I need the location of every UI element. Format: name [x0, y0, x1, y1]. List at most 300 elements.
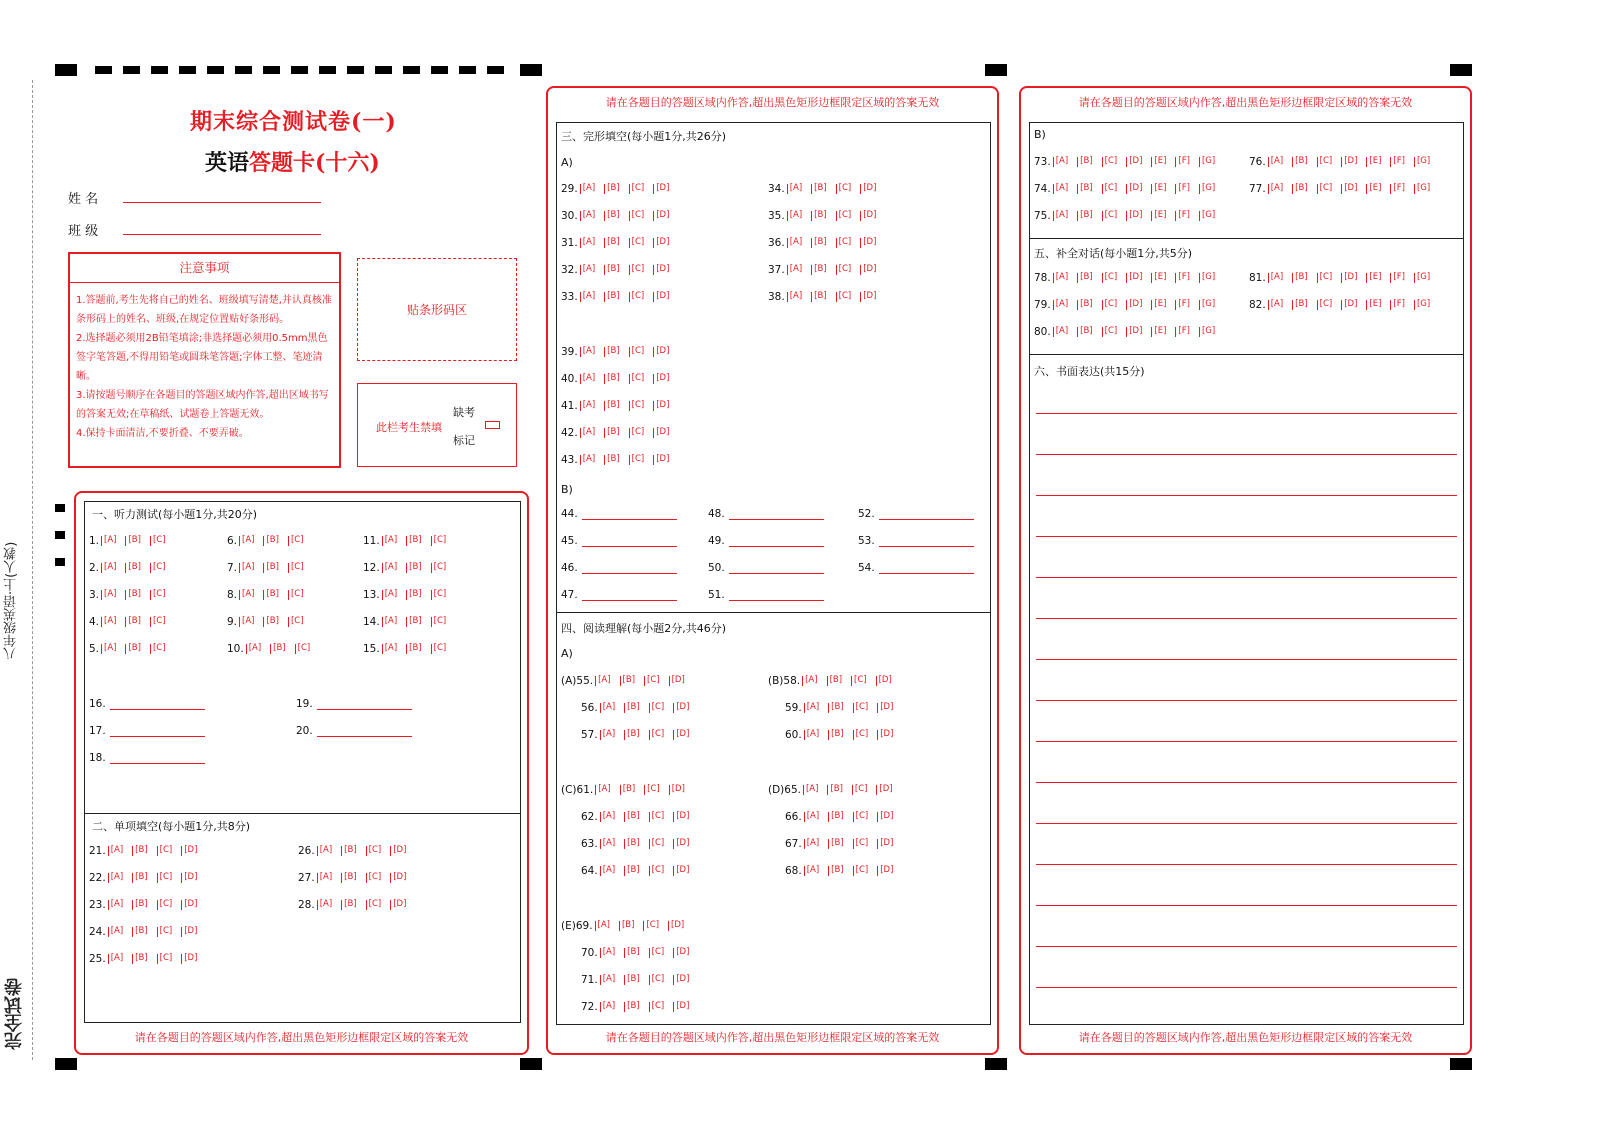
- option-bubble[interactable]: [G]: [1414, 184, 1430, 194]
- answer-line[interactable]: [879, 508, 974, 520]
- option-bubble[interactable]: [C]: [431, 563, 447, 573]
- option-bubble[interactable]: [C]: [629, 428, 645, 438]
- option-bubble[interactable]: [C]: [431, 536, 447, 546]
- option-bubble[interactable]: [C]: [836, 211, 852, 221]
- option-bubble[interactable]: [B]: [604, 292, 619, 302]
- option-bubble[interactable]: [B]: [1292, 157, 1307, 167]
- option-bubble[interactable]: [B]: [125, 590, 140, 600]
- option-bubble[interactable]: [B]: [624, 948, 639, 958]
- option-bubble[interactable]: [C]: [1102, 211, 1118, 221]
- option-bubble[interactable]: [A]: [382, 644, 397, 654]
- option-bubble[interactable]: [F]: [1175, 211, 1190, 221]
- option-bubble[interactable]: [D]: [181, 927, 197, 937]
- option-bubble[interactable]: [B]: [811, 238, 826, 248]
- option-bubble[interactable]: [F]: [1390, 300, 1405, 310]
- option-bubble[interactable]: [B]: [132, 900, 147, 910]
- option-bubble[interactable]: [D]: [1126, 157, 1142, 167]
- option-bubble[interactable]: [A]: [382, 590, 397, 600]
- option-bubble[interactable]: [A]: [317, 873, 332, 883]
- answer-line[interactable]: [729, 508, 824, 520]
- writing-line[interactable]: [1036, 741, 1457, 742]
- option-bubble[interactable]: [G]: [1199, 300, 1215, 310]
- option-bubble[interactable]: [C]: [853, 866, 869, 876]
- option-bubble[interactable]: [E]: [1366, 184, 1381, 194]
- option-bubble[interactable]: [C]: [852, 785, 868, 795]
- option-bubble[interactable]: [D]: [653, 211, 669, 221]
- option-bubble[interactable]: [A]: [804, 730, 819, 740]
- option-bubble[interactable]: [C]: [1317, 300, 1333, 310]
- option-bubble[interactable]: [C]: [150, 644, 166, 654]
- option-bubble[interactable]: [D]: [653, 374, 669, 384]
- option-bubble[interactable]: [A]: [580, 238, 595, 248]
- option-bubble[interactable]: [A]: [1268, 300, 1283, 310]
- option-bubble[interactable]: [G]: [1199, 157, 1215, 167]
- option-bubble[interactable]: [B]: [132, 927, 147, 937]
- option-bubble[interactable]: [A]: [600, 839, 615, 849]
- option-bubble[interactable]: [A]: [600, 866, 615, 876]
- option-bubble[interactable]: [D]: [181, 900, 197, 910]
- option-bubble[interactable]: [C]: [366, 900, 382, 910]
- option-bubble[interactable]: [A]: [382, 536, 397, 546]
- option-bubble[interactable]: [C]: [288, 536, 304, 546]
- option-bubble[interactable]: [C]: [836, 238, 852, 248]
- option-bubble[interactable]: [B]: [620, 676, 635, 686]
- option-bubble[interactable]: [D]: [390, 873, 406, 883]
- answer-line[interactable]: [879, 562, 974, 574]
- option-bubble[interactable]: [B]: [624, 703, 639, 713]
- option-bubble[interactable]: [C]: [1102, 327, 1118, 337]
- option-bubble[interactable]: [B]: [604, 401, 619, 411]
- option-bubble[interactable]: [A]: [580, 211, 595, 221]
- option-bubble[interactable]: [A]: [803, 785, 818, 795]
- option-bubble[interactable]: [A]: [239, 617, 254, 627]
- answer-line[interactable]: [582, 508, 677, 520]
- answer-line[interactable]: [110, 725, 205, 737]
- option-bubble[interactable]: [D]: [860, 211, 876, 221]
- option-bubble[interactable]: [A]: [600, 703, 615, 713]
- option-bubble[interactable]: [A]: [1268, 184, 1283, 194]
- option-bubble[interactable]: [D]: [877, 866, 893, 876]
- option-bubble[interactable]: [E]: [1151, 184, 1166, 194]
- writing-line[interactable]: [1036, 413, 1457, 414]
- writing-line[interactable]: [1036, 454, 1457, 455]
- option-bubble[interactable]: [D]: [653, 238, 669, 248]
- option-bubble[interactable]: [B]: [620, 785, 635, 795]
- option-bubble[interactable]: [B]: [811, 265, 826, 275]
- option-bubble[interactable]: [A]: [1053, 300, 1068, 310]
- option-bubble[interactable]: [A]: [108, 927, 123, 937]
- option-bubble[interactable]: [B]: [604, 211, 619, 221]
- option-bubble[interactable]: [C]: [853, 703, 869, 713]
- option-bubble[interactable]: [C]: [150, 536, 166, 546]
- class-field[interactable]: [123, 234, 321, 235]
- option-bubble[interactable]: [D]: [673, 948, 689, 958]
- option-bubble[interactable]: [A]: [101, 644, 116, 654]
- option-bubble[interactable]: [B]: [1077, 157, 1092, 167]
- answer-line[interactable]: [729, 562, 824, 574]
- option-bubble[interactable]: [C]: [851, 676, 867, 686]
- option-bubble[interactable]: [C]: [157, 927, 173, 937]
- option-bubble[interactable]: [G]: [1199, 211, 1215, 221]
- option-bubble[interactable]: [A]: [317, 846, 332, 856]
- option-bubble[interactable]: [A]: [1053, 184, 1068, 194]
- option-bubble[interactable]: [B]: [604, 184, 619, 194]
- answer-line[interactable]: [729, 535, 824, 547]
- option-bubble[interactable]: [A]: [1268, 273, 1283, 283]
- option-bubble[interactable]: [B]: [406, 617, 421, 627]
- option-bubble[interactable]: [C]: [1102, 300, 1118, 310]
- option-bubble[interactable]: [D]: [876, 785, 892, 795]
- option-bubble[interactable]: [A]: [382, 617, 397, 627]
- writing-line[interactable]: [1036, 823, 1457, 824]
- option-bubble[interactable]: [B]: [811, 211, 826, 221]
- option-bubble[interactable]: [D]: [668, 921, 684, 931]
- option-bubble[interactable]: [B]: [1292, 300, 1307, 310]
- option-bubble[interactable]: [A]: [101, 536, 116, 546]
- name-field[interactable]: [123, 202, 321, 203]
- option-bubble[interactable]: [A]: [580, 455, 595, 465]
- writing-line[interactable]: [1036, 618, 1457, 619]
- answer-line[interactable]: [317, 698, 412, 710]
- option-bubble[interactable]: [B]: [132, 873, 147, 883]
- option-bubble[interactable]: [D]: [181, 846, 197, 856]
- writing-line[interactable]: [1036, 987, 1457, 988]
- option-bubble[interactable]: [D]: [673, 1002, 689, 1012]
- option-bubble[interactable]: [B]: [624, 730, 639, 740]
- option-bubble[interactable]: [A]: [804, 812, 819, 822]
- option-bubble[interactable]: [A]: [101, 563, 116, 573]
- option-bubble[interactable]: [D]: [390, 900, 406, 910]
- option-bubble[interactable]: [D]: [673, 866, 689, 876]
- option-bubble[interactable]: [C]: [157, 900, 173, 910]
- option-bubble[interactable]: [C]: [629, 184, 645, 194]
- option-bubble[interactable]: [C]: [157, 954, 173, 964]
- option-bubble[interactable]: [D]: [860, 184, 876, 194]
- option-bubble[interactable]: [C]: [853, 812, 869, 822]
- option-bubble[interactable]: [D]: [653, 292, 669, 302]
- option-bubble[interactable]: [B]: [341, 900, 356, 910]
- option-bubble[interactable]: [C]: [366, 846, 382, 856]
- option-bubble[interactable]: [C]: [629, 374, 645, 384]
- writing-line[interactable]: [1036, 946, 1457, 947]
- option-bubble[interactable]: [A]: [108, 873, 123, 883]
- option-bubble[interactable]: [C]: [295, 644, 311, 654]
- option-bubble[interactable]: [F]: [1390, 184, 1405, 194]
- answer-line[interactable]: [582, 535, 677, 547]
- option-bubble[interactable]: [C]: [629, 292, 645, 302]
- option-bubble[interactable]: [A]: [239, 563, 254, 573]
- option-bubble[interactable]: [D]: [877, 730, 893, 740]
- option-bubble[interactable]: [A]: [382, 563, 397, 573]
- option-bubble[interactable]: [C]: [288, 617, 304, 627]
- option-bubble[interactable]: [D]: [1341, 157, 1357, 167]
- option-bubble[interactable]: [C]: [649, 948, 665, 958]
- option-bubble[interactable]: [C]: [150, 617, 166, 627]
- option-bubble[interactable]: [D]: [181, 954, 197, 964]
- option-bubble[interactable]: [C]: [288, 563, 304, 573]
- option-bubble[interactable]: [D]: [673, 839, 689, 849]
- option-bubble[interactable]: [D]: [673, 730, 689, 740]
- option-bubble[interactable]: [D]: [1126, 211, 1142, 221]
- option-bubble[interactable]: [B]: [263, 536, 278, 546]
- option-bubble[interactable]: [C]: [1102, 273, 1118, 283]
- option-bubble[interactable]: [C]: [157, 873, 173, 883]
- option-bubble[interactable]: [B]: [132, 954, 147, 964]
- option-bubble[interactable]: [B]: [604, 374, 619, 384]
- option-bubble[interactable]: [E]: [1151, 273, 1166, 283]
- option-bubble[interactable]: [A]: [595, 785, 610, 795]
- option-bubble[interactable]: [C]: [431, 617, 447, 627]
- option-bubble[interactable]: [D]: [1126, 300, 1142, 310]
- option-bubble[interactable]: [A]: [802, 676, 817, 686]
- option-bubble[interactable]: [A]: [580, 401, 595, 411]
- option-bubble[interactable]: [C]: [836, 292, 852, 302]
- option-bubble[interactable]: [C]: [431, 590, 447, 600]
- option-bubble[interactable]: [B]: [604, 265, 619, 275]
- option-bubble[interactable]: [D]: [1341, 273, 1357, 283]
- option-bubble[interactable]: [B]: [341, 873, 356, 883]
- answer-line[interactable]: [110, 698, 205, 710]
- writing-line[interactable]: [1036, 700, 1457, 701]
- option-bubble[interactable]: [F]: [1175, 300, 1190, 310]
- answer-line[interactable]: [879, 535, 974, 547]
- option-bubble[interactable]: [G]: [1199, 327, 1215, 337]
- option-bubble[interactable]: [B]: [828, 730, 843, 740]
- option-bubble[interactable]: [B]: [624, 812, 639, 822]
- option-bubble[interactable]: [C]: [649, 975, 665, 985]
- option-bubble[interactable]: [A]: [580, 184, 595, 194]
- option-bubble[interactable]: [B]: [827, 785, 842, 795]
- option-bubble[interactable]: [B]: [604, 455, 619, 465]
- option-bubble[interactable]: [D]: [877, 839, 893, 849]
- writing-line[interactable]: [1036, 864, 1457, 865]
- option-bubble[interactable]: [C]: [629, 455, 645, 465]
- option-bubble[interactable]: [C]: [629, 238, 645, 248]
- option-bubble[interactable]: [D]: [1341, 300, 1357, 310]
- option-bubble[interactable]: [B]: [341, 846, 356, 856]
- option-bubble[interactable]: [D]: [653, 184, 669, 194]
- option-bubble[interactable]: [A]: [787, 238, 802, 248]
- option-bubble[interactable]: [F]: [1175, 157, 1190, 167]
- option-bubble[interactable]: [D]: [860, 238, 876, 248]
- writing-line[interactable]: [1036, 495, 1457, 496]
- option-bubble[interactable]: [B]: [828, 866, 843, 876]
- option-bubble[interactable]: [F]: [1175, 273, 1190, 283]
- option-bubble[interactable]: [C]: [853, 730, 869, 740]
- option-bubble[interactable]: [B]: [125, 644, 140, 654]
- option-bubble[interactable]: [G]: [1414, 273, 1430, 283]
- option-bubble[interactable]: [D]: [653, 428, 669, 438]
- option-bubble[interactable]: [A]: [317, 900, 332, 910]
- option-bubble[interactable]: [B]: [619, 921, 634, 931]
- option-bubble[interactable]: [B]: [270, 644, 285, 654]
- option-bubble[interactable]: [A]: [787, 211, 802, 221]
- option-bubble[interactable]: [C]: [288, 590, 304, 600]
- option-bubble[interactable]: [D]: [877, 812, 893, 822]
- option-bubble[interactable]: [B]: [125, 563, 140, 573]
- option-bubble[interactable]: [A]: [600, 948, 615, 958]
- option-bubble[interactable]: [F]: [1175, 184, 1190, 194]
- writing-line[interactable]: [1036, 905, 1457, 906]
- writing-line[interactable]: [1036, 577, 1457, 578]
- writing-line[interactable]: [1036, 782, 1457, 783]
- option-bubble[interactable]: [F]: [1390, 157, 1405, 167]
- option-bubble[interactable]: [B]: [406, 590, 421, 600]
- option-bubble[interactable]: [A]: [600, 975, 615, 985]
- option-bubble[interactable]: [A]: [787, 265, 802, 275]
- option-bubble[interactable]: [E]: [1151, 327, 1166, 337]
- option-bubble[interactable]: [A]: [239, 590, 254, 600]
- option-bubble[interactable]: [D]: [390, 846, 406, 856]
- writing-line[interactable]: [1036, 536, 1457, 537]
- option-bubble[interactable]: [F]: [1390, 273, 1405, 283]
- absent-checkbox[interactable]: [485, 421, 500, 429]
- option-bubble[interactable]: [A]: [246, 644, 261, 654]
- option-bubble[interactable]: [B]: [1292, 273, 1307, 283]
- writing-line[interactable]: [1036, 659, 1457, 660]
- option-bubble[interactable]: [A]: [804, 866, 819, 876]
- option-bubble[interactable]: [B]: [1077, 327, 1092, 337]
- option-bubble[interactable]: [C]: [150, 563, 166, 573]
- option-bubble[interactable]: [B]: [604, 347, 619, 357]
- option-bubble[interactable]: [C]: [649, 812, 665, 822]
- option-bubble[interactable]: [C]: [836, 184, 852, 194]
- option-bubble[interactable]: [C]: [366, 873, 382, 883]
- option-bubble[interactable]: [D]: [876, 676, 892, 686]
- option-bubble[interactable]: [A]: [600, 812, 615, 822]
- option-bubble[interactable]: [B]: [132, 846, 147, 856]
- option-bubble[interactable]: [B]: [1077, 300, 1092, 310]
- answer-line[interactable]: [317, 725, 412, 737]
- option-bubble[interactable]: [B]: [624, 975, 639, 985]
- option-bubble[interactable]: [A]: [1053, 273, 1068, 283]
- option-bubble[interactable]: [E]: [1151, 300, 1166, 310]
- option-bubble[interactable]: [B]: [828, 812, 843, 822]
- option-bubble[interactable]: [B]: [624, 866, 639, 876]
- option-bubble[interactable]: [A]: [580, 292, 595, 302]
- option-bubble[interactable]: [B]: [811, 184, 826, 194]
- option-bubble[interactable]: [D]: [860, 292, 876, 302]
- option-bubble[interactable]: [A]: [108, 846, 123, 856]
- option-bubble[interactable]: [D]: [653, 347, 669, 357]
- option-bubble[interactable]: [C]: [157, 846, 173, 856]
- option-bubble[interactable]: [C]: [629, 265, 645, 275]
- option-bubble[interactable]: [E]: [1366, 157, 1381, 167]
- option-bubble[interactable]: [E]: [1366, 273, 1381, 283]
- option-bubble[interactable]: [A]: [804, 839, 819, 849]
- option-bubble[interactable]: [B]: [811, 292, 826, 302]
- option-bubble[interactable]: [C]: [1102, 157, 1118, 167]
- option-bubble[interactable]: [B]: [604, 428, 619, 438]
- option-bubble[interactable]: [B]: [125, 617, 140, 627]
- option-bubble[interactable]: [A]: [580, 374, 595, 384]
- option-bubble[interactable]: [G]: [1199, 273, 1215, 283]
- option-bubble[interactable]: [C]: [1317, 157, 1333, 167]
- option-bubble[interactable]: [A]: [108, 900, 123, 910]
- option-bubble[interactable]: [B]: [1077, 184, 1092, 194]
- option-bubble[interactable]: [C]: [649, 839, 665, 849]
- option-bubble[interactable]: [B]: [827, 676, 842, 686]
- option-bubble[interactable]: [D]: [1126, 273, 1142, 283]
- option-bubble[interactable]: [C]: [649, 703, 665, 713]
- option-bubble[interactable]: [D]: [1341, 184, 1357, 194]
- option-bubble[interactable]: [C]: [629, 401, 645, 411]
- option-bubble[interactable]: [B]: [125, 536, 140, 546]
- option-bubble[interactable]: [C]: [1317, 184, 1333, 194]
- option-bubble[interactable]: [B]: [1077, 211, 1092, 221]
- option-bubble[interactable]: [C]: [431, 644, 447, 654]
- option-bubble[interactable]: [C]: [629, 211, 645, 221]
- option-bubble[interactable]: [G]: [1414, 300, 1430, 310]
- option-bubble[interactable]: [A]: [600, 1002, 615, 1012]
- option-bubble[interactable]: [C]: [1102, 184, 1118, 194]
- option-bubble[interactable]: [C]: [1317, 273, 1333, 283]
- option-bubble[interactable]: [A]: [1268, 157, 1283, 167]
- option-bubble[interactable]: [D]: [669, 785, 685, 795]
- option-bubble[interactable]: [A]: [787, 184, 802, 194]
- option-bubble[interactable]: [G]: [1199, 184, 1215, 194]
- option-bubble[interactable]: [A]: [595, 921, 610, 931]
- option-bubble[interactable]: [A]: [787, 292, 802, 302]
- answer-line[interactable]: [729, 589, 824, 601]
- option-bubble[interactable]: [D]: [653, 401, 669, 411]
- option-bubble[interactable]: [E]: [1151, 157, 1166, 167]
- option-bubble[interactable]: [C]: [643, 921, 659, 931]
- option-bubble[interactable]: [B]: [406, 536, 421, 546]
- option-bubble[interactable]: [D]: [860, 265, 876, 275]
- option-bubble[interactable]: [B]: [828, 839, 843, 849]
- option-bubble[interactable]: [C]: [649, 730, 665, 740]
- option-bubble[interactable]: [A]: [101, 590, 116, 600]
- option-bubble[interactable]: [B]: [1077, 273, 1092, 283]
- option-bubble[interactable]: [B]: [263, 563, 278, 573]
- option-bubble[interactable]: [A]: [595, 676, 610, 686]
- option-bubble[interactable]: [D]: [877, 703, 893, 713]
- option-bubble[interactable]: [A]: [101, 617, 116, 627]
- option-bubble[interactable]: [A]: [1053, 327, 1068, 337]
- option-bubble[interactable]: [D]: [669, 676, 685, 686]
- answer-line[interactable]: [582, 589, 677, 601]
- option-bubble[interactable]: [D]: [653, 265, 669, 275]
- option-bubble[interactable]: [G]: [1414, 157, 1430, 167]
- option-bubble[interactable]: [A]: [580, 265, 595, 275]
- option-bubble[interactable]: [A]: [239, 536, 254, 546]
- option-bubble[interactable]: [C]: [150, 590, 166, 600]
- option-bubble[interactable]: [D]: [181, 873, 197, 883]
- option-bubble[interactable]: [F]: [1175, 327, 1190, 337]
- option-bubble[interactable]: [B]: [406, 644, 421, 654]
- option-bubble[interactable]: [C]: [649, 1002, 665, 1012]
- option-bubble[interactable]: [D]: [673, 812, 689, 822]
- option-bubble[interactable]: [B]: [604, 238, 619, 248]
- option-bubble[interactable]: [A]: [580, 428, 595, 438]
- option-bubble[interactable]: [A]: [1053, 157, 1068, 167]
- option-bubble[interactable]: [B]: [1292, 184, 1307, 194]
- option-bubble[interactable]: [A]: [108, 954, 123, 964]
- option-bubble[interactable]: [A]: [600, 730, 615, 740]
- option-bubble[interactable]: [C]: [644, 676, 660, 686]
- option-bubble[interactable]: [B]: [263, 590, 278, 600]
- option-bubble[interactable]: [C]: [836, 265, 852, 275]
- option-bubble[interactable]: [A]: [1053, 211, 1068, 221]
- option-bubble[interactable]: [D]: [653, 455, 669, 465]
- option-bubble[interactable]: [D]: [673, 703, 689, 713]
- option-bubble[interactable]: [C]: [629, 347, 645, 357]
- option-bubble[interactable]: [D]: [1126, 184, 1142, 194]
- option-bubble[interactable]: [E]: [1151, 211, 1166, 221]
- option-bubble[interactable]: [D]: [1126, 327, 1142, 337]
- answer-line[interactable]: [582, 562, 677, 574]
